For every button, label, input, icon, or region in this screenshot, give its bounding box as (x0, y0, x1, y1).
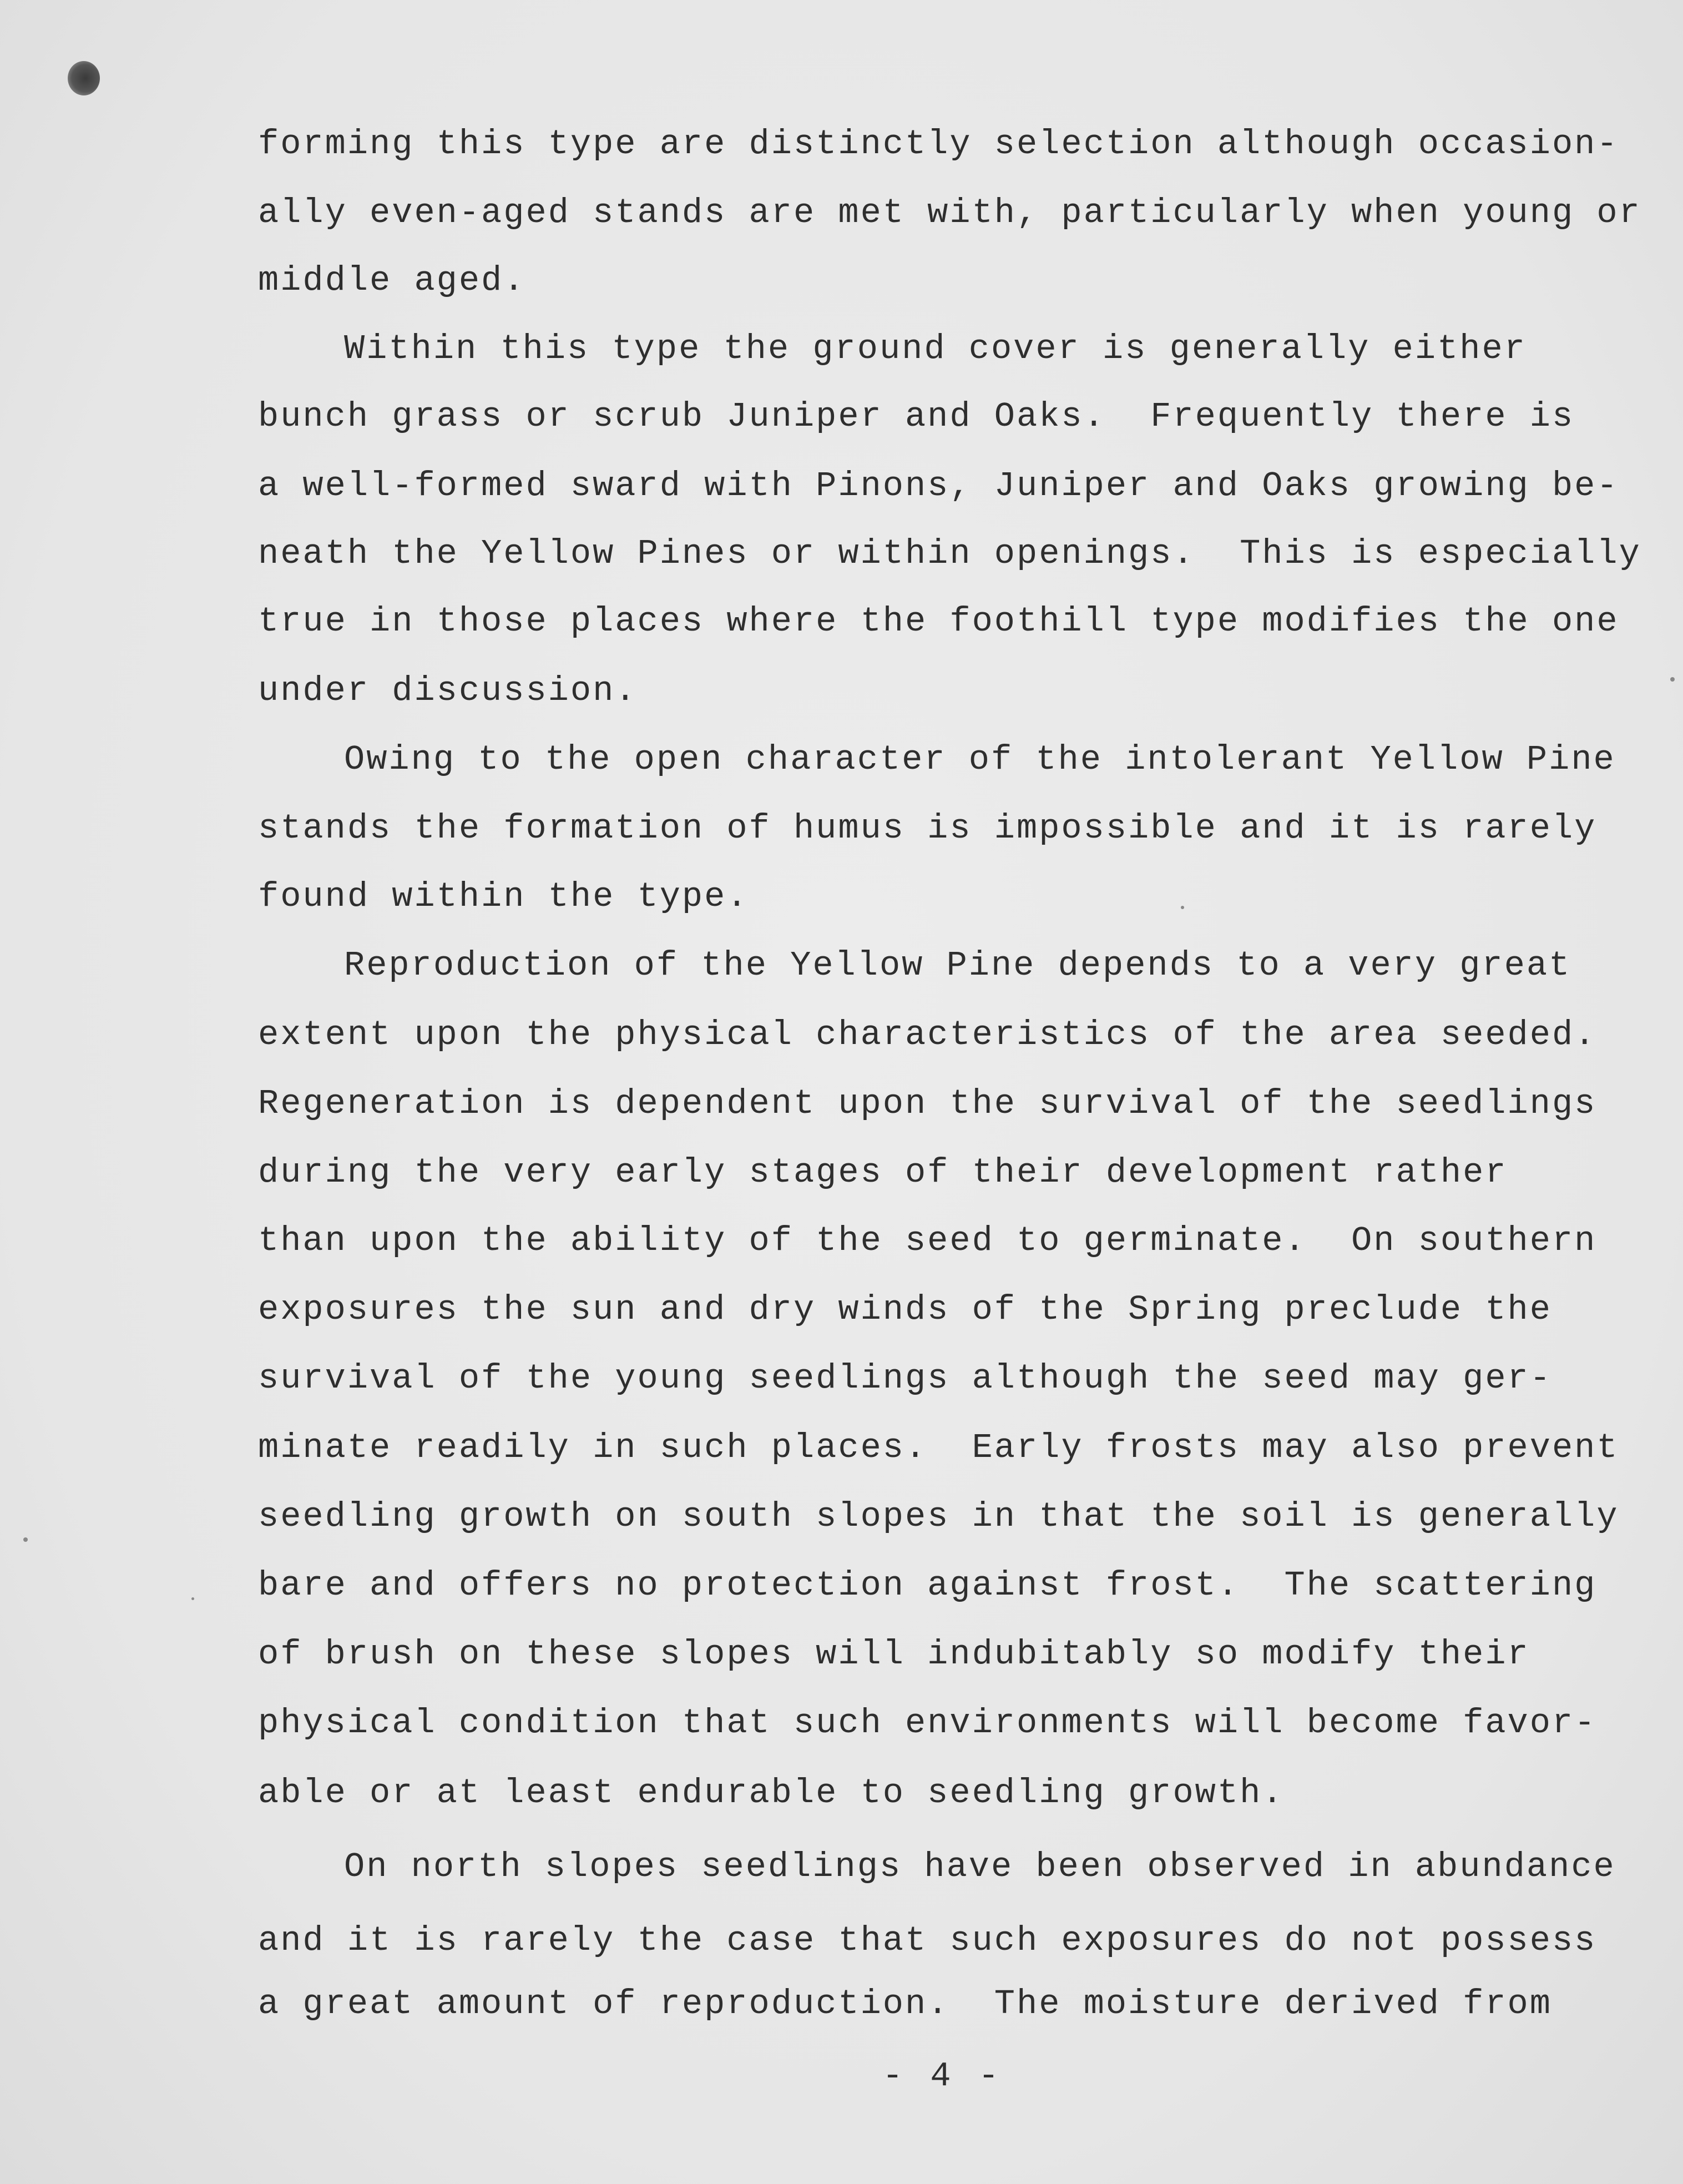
text-line: of brush on these slopes will indubitably so modify their (258, 1635, 1530, 1674)
text-line: bare and offers no protection against frost. The scattering (258, 1566, 1597, 1605)
speck (1181, 906, 1184, 909)
text-line: than upon the ability of the seed to germinate. On southern (258, 1221, 1597, 1260)
text-line: forming this type are distinctly selection although occasion- (258, 124, 1619, 164)
text-line: minate readily in such places. Early frosts may also prevent (258, 1428, 1619, 1467)
text-line: bunch grass or scrub Juniper and Oaks. Frequently there is (258, 397, 1575, 436)
speck (191, 1597, 194, 1600)
text-line: during the very early stages of their development rather (258, 1153, 1508, 1192)
text-line: neath the Yellow Pines or within openings. This is especially (258, 534, 1641, 573)
speck (23, 1537, 28, 1542)
text-line: seedling growth on south slopes in that the soil is generally (258, 1497, 1619, 1536)
text-line: and it is rarely the case that such exposures do not possess (258, 1921, 1597, 1960)
text-line: Reproduction of the Yellow Pine depends to a very great (344, 946, 1571, 985)
text-line: true in those places where the foothill type modifies the one (258, 602, 1619, 641)
text-line: found within the type. (258, 877, 749, 916)
text-line: ally even-aged stands are met with, particularly when young or (258, 193, 1641, 233)
text-line: physical condition that such environments will become favor- (258, 1703, 1597, 1743)
text-line: extent upon the physical characteristics of the area seeded. (258, 1015, 1597, 1055)
text-line: On north slopes seedlings have been observed in abundance (344, 1847, 1616, 1887)
speck (1670, 677, 1675, 682)
text-line: Within this type the ground cover is generally either (344, 329, 1527, 369)
text-line: a great amount of reproduction. The moisture derived from (258, 1984, 1552, 2024)
text-line: middle aged. (258, 261, 526, 300)
text-line: stands the formation of humus is impossible and it is rarely (258, 809, 1597, 848)
text-line: a well-formed sward with Pinons, Juniper and Oaks growing be- (258, 466, 1619, 506)
text-line: Owing to the open character of the intolerant Yellow Pine (344, 740, 1616, 779)
text-line: exposures the sun and dry winds of the Spring preclude the (258, 1290, 1552, 1329)
text-line: under discussion. (258, 671, 638, 710)
text-line: able or at least endurable to seedling growth. (258, 1773, 1285, 1813)
text-line: Regeneration is dependent upon the survival of the seedlings (258, 1084, 1597, 1123)
page-number: - 4 - (882, 2056, 1003, 2096)
text-line: survival of the young seedlings although the seed may ger- (258, 1359, 1552, 1398)
punch-hole (68, 61, 100, 95)
